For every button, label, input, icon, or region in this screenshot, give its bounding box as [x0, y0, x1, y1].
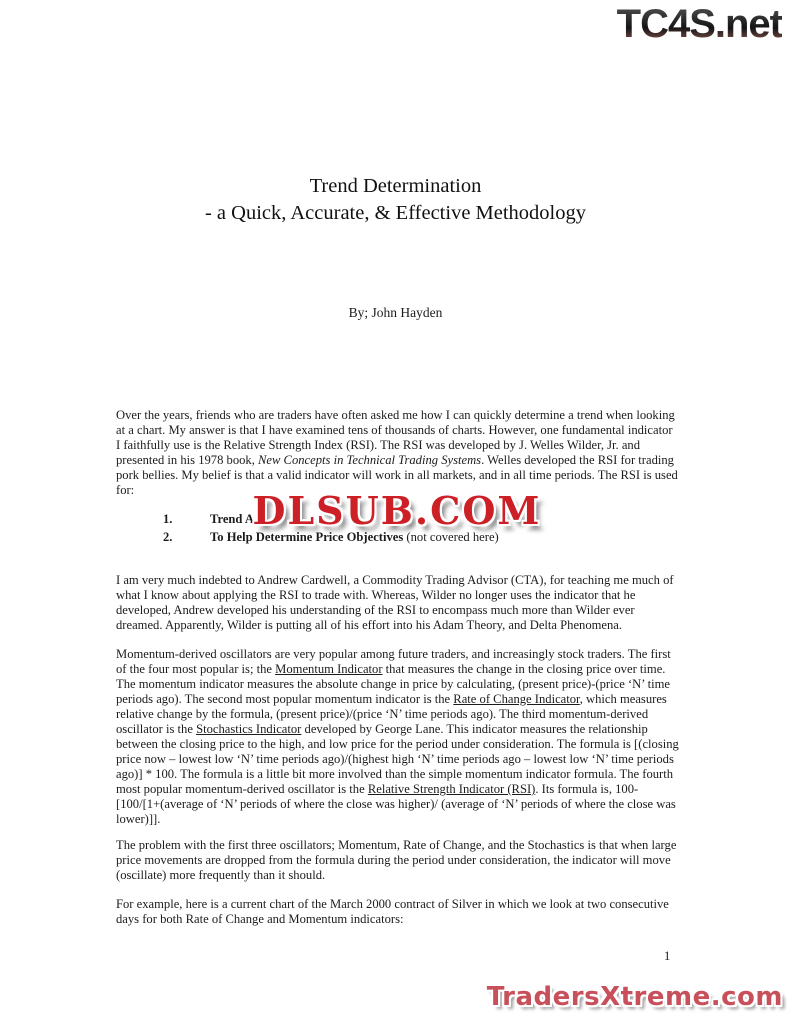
title-line-2: - a Quick, Accurate, & Effective Methodology: [204, 202, 587, 224]
list-item-text: To Help Determine Price Objectives: [210, 530, 404, 544]
tc4s-logo[interactable]: TC4S.net: [616, 2, 782, 46]
byline: By; John Hayden: [348, 305, 443, 320]
paragraph-intro: Over the years, friends who are traders have often asked me how I can quickly determine a trend when looking at a chart. My answer is that I have examined tens of thousands of charts. However, one fundamental indicator I faithfully use is the Relative Strength Index (RSI). The RSI was developed by J. Welles Wilder, Jr. and presented in his 1978 book, New Concepts in Technical Trading Systems. Welles developed the RSI for trading pork bellies. My belief is that a valid indicator will work in all markets, and in all time periods. The RSI is used for:: [116, 408, 678, 497]
paragraph-cardwell: I am very much indebted to Andrew Cardwell, a Commodity Trading Advisor (CTA), for teaching me much of what I know about applying the RSI to trade with. Whereas, Wilder no longer uses the indicator that he developed, Andrew developed his understanding of the RSI to encompass much more than Wilder ever dreamed. Apparently, Wilder is putting all of his effort into his Adam Theory, and Delta Phenomena.: [116, 573, 674, 632]
paragraph-oscillators: Momentum-derived oscillators are very popular among future traders, and increasingly stock traders. The first of the four most popular is; the Momentum Indicator that measures the change in the closing price over time. The momentum indicator measures the absolute change in price by calculating, (present price)-(price ‘N’ time periods ago). The second most popular momentum indicator is the Rate of Change Indicator, which measures relative change by the formula, (present price)/(price ‘N’ time periods ago). The third momentum-derived oscillator is the Stochastics Indicator developed by George Lane. This indicator measures the relationship between the closing price to the high, and low price for the period under consideration. The formula is [(closing price now – lowest low ‘N’ time periods ago)/(highest high ‘N’ time periods ago – lowest low ‘N’ time periods ago)] * 100. The formula is a little bit more involved than the simple momentum indicator formula. The fourth most popular momentum-derived oscillator is the Relative Strength Indicator (RSI). Its formula is, 100-[100/[1+(average of ‘N’ periods of where the close was higher)/ (average of ‘N’ periods of where the close was lower)]].: [116, 647, 679, 826]
tradersxtreme-logo[interactable]: TradersXtreme.com: [486, 982, 783, 1012]
title-line-1: Trend Determination: [309, 175, 482, 197]
list-item-text: Trend A: [210, 512, 254, 526]
dlsub-watermark: DLSUB.COM: [252, 488, 542, 533]
paragraph-problem: The problem with the first three oscillators; Momentum, Rate of Change, and the Stochastics is that when large price movements are dropped from the formula during the period under consideration, the indicator will move (oscillate) more frequently than it should.: [116, 838, 677, 882]
list-item-number: 1.: [163, 512, 173, 526]
page-number: 1: [664, 949, 671, 963]
document-title: [0, 173, 791, 227]
list-item-note: (not covered here): [403, 530, 499, 544]
paragraph-example: For example, here is a current chart of the March 2000 contract of Silver in which we look at two consecutive days for both Rate of Change and Momentum indicators:: [116, 897, 669, 926]
list-item-number: 2.: [163, 530, 173, 544]
